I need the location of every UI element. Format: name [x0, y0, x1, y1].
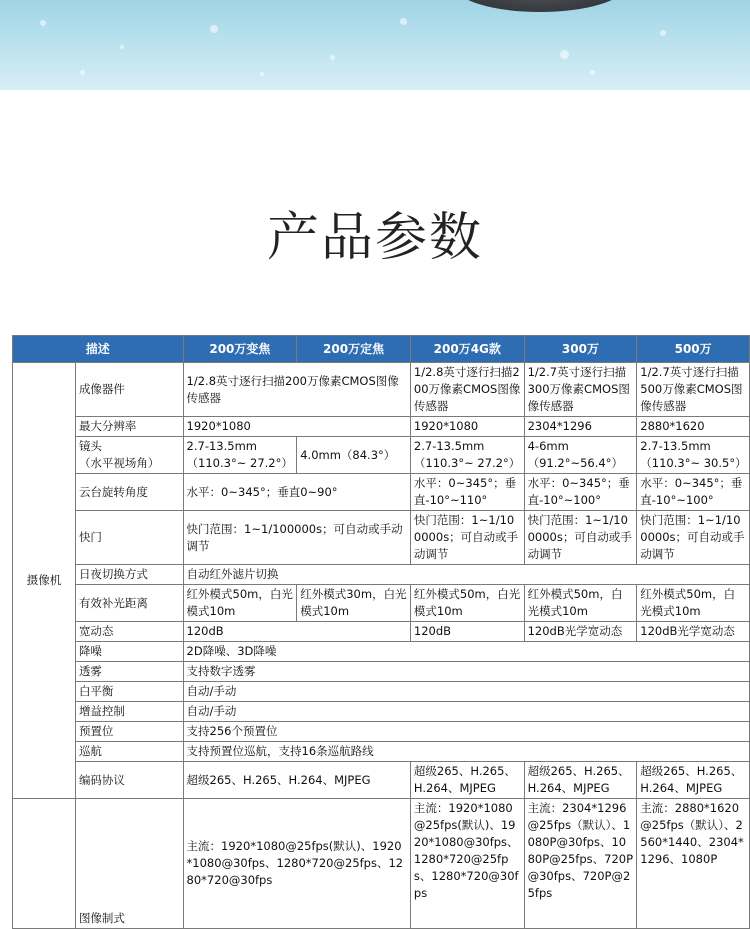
row-label-daynight: 日夜切换方式 — [75, 565, 183, 585]
row-label-format: 图像制式 — [75, 799, 183, 929]
cell: 主流：1920*1080@25fps(默认)、1920*1080@30fps、1280*720@25fps、1280*720@30fps — [410, 799, 524, 929]
row-label-fog: 透雾 — [75, 662, 183, 682]
cell — [183, 437, 297, 474]
table-header-row — [13, 336, 750, 363]
cell: 水平：0~345°；垂直-10°~100° — [524, 474, 637, 511]
cell: 超级265、H.265、H.264、MJPEG — [410, 762, 524, 799]
table-row — [13, 437, 750, 474]
cell: 支持256个预置位 — [183, 722, 749, 742]
table-row — [13, 762, 750, 799]
table-row — [13, 363, 750, 417]
cell: 1/2.8英寸逐行扫描200万像素CMOS图像传感器 — [183, 363, 410, 417]
row-label-resolution: 最大分辨率 — [75, 417, 183, 437]
cell: 自动/手动 — [183, 682, 749, 702]
device-silhouette — [455, 0, 625, 12]
header-200w-fixed: 200万定焦 — [297, 336, 411, 363]
cell: 2880*1620 — [637, 417, 750, 437]
cell: 快门范围：1~1/100000s；可自动或手动调节 — [183, 511, 410, 565]
table-row — [13, 622, 750, 642]
table-row — [13, 662, 750, 682]
header-200w-4g: 200万4G款 — [410, 336, 524, 363]
cell: 主流：2304*1296@25fps（默认）、1080P@30fps、1080P@25fps、720P@30fps、720P@25fps — [524, 799, 637, 929]
cell — [524, 437, 637, 474]
cell: 快门范围：1~1/100000s；可自动或手动调节 — [524, 511, 637, 565]
header-200w-zoom: 200万变焦 — [183, 336, 297, 363]
table-row — [13, 565, 750, 585]
cell: 支持预置位巡航，支持16条巡航路线 — [183, 742, 749, 762]
table-row — [13, 511, 750, 565]
cell: 2D降噪、3D降噪 — [183, 642, 749, 662]
cell: 1/2.7英寸逐行扫描300万像素CMOS图像传感器 — [524, 363, 637, 417]
cell: 快门范围：1~1/100000s；可自动或手动调节 — [410, 511, 524, 565]
cell: 1/2.8英寸逐行扫描200万像素CMOS图像传感器 — [410, 363, 524, 417]
cell: 红外模式50m，白光模式10m — [524, 585, 637, 622]
lens-zoom-2: （110.3°~ 27.2°） — [186, 456, 293, 470]
row-label-codec: 编码协议 — [75, 762, 183, 799]
table-row — [13, 417, 750, 437]
row-label-wb: 白平衡 — [75, 682, 183, 702]
cell: 水平：0~345°；垂直-10°~100° — [637, 474, 750, 511]
row-label-ir: 有效补光距离 — [75, 585, 183, 622]
page-title: 产品参数 — [266, 208, 483, 268]
lens-4g-1: 2.7-13.5mm — [413, 439, 485, 453]
row-label-wdr: 宽动态 — [75, 622, 183, 642]
cell: 超级265、H.265、H.264、MJPEG — [183, 762, 410, 799]
cell: 4.0mm（84.3°） — [297, 437, 411, 474]
cell: 120dB — [183, 622, 410, 642]
table-row — [13, 799, 750, 929]
cell: 水平：0~345°；垂直0~90° — [183, 474, 410, 511]
lens-zoom-1: 2.7-13.5mm — [186, 439, 257, 453]
row-label-pantilt: 云台旋转角度 — [75, 474, 183, 511]
table-row — [13, 682, 750, 702]
lens-300-1: 4-6mm — [527, 439, 569, 453]
row-label-shutter: 快门 — [75, 511, 183, 565]
cell: 120dB光学宽动态 — [637, 622, 750, 642]
cell: 1920*1080 — [183, 417, 410, 437]
row-label-gain: 增益控制 — [75, 702, 183, 722]
header-desc: 描述 — [13, 336, 184, 363]
cell: 120dB — [410, 622, 524, 642]
cell: 红外模式50m，白光模式10m — [637, 585, 750, 622]
cell: 自动/手动 — [183, 702, 749, 722]
cell: 主流：2880*1620@25fps（默认）、2560*1440、2304*1296、1080P — [637, 799, 750, 929]
table-row — [13, 702, 750, 722]
table-row — [13, 474, 750, 511]
row-label-lens — [75, 437, 183, 474]
top-banner-image — [0, 0, 750, 90]
row-label-preset: 预置位 — [75, 722, 183, 742]
row-label-cruise: 巡航 — [75, 742, 183, 762]
cell: 快门范围：1~1/100000s；可自动或手动调节 — [637, 511, 750, 565]
cell — [410, 437, 524, 474]
header-500w: 500万 — [637, 336, 750, 363]
lens-label-2: （水平视场角） — [78, 456, 160, 470]
header-300w: 300万 — [524, 336, 637, 363]
cell: 自动红外滤片切换 — [183, 565, 749, 585]
cell: 1920*1080 — [410, 417, 524, 437]
cell: 1/2.7英寸逐行扫描500万像素CMOS图像传感器 — [637, 363, 750, 417]
cell: 水平：0~345°；垂直-10°~110° — [410, 474, 524, 511]
table-row — [13, 742, 750, 762]
cell: 2304*1296 — [524, 417, 637, 437]
group-blank — [13, 799, 76, 929]
group-camera: 摄像机 — [13, 363, 76, 799]
lens-4g-2: （110.3°~ 27.2°） — [413, 456, 521, 470]
cell: 红外模式50m，白光模式10m — [410, 585, 524, 622]
cell — [637, 437, 750, 474]
cell: 红外模式30m，白光模式10m — [297, 585, 411, 622]
table-row — [13, 642, 750, 662]
cell: 支持数字透雾 — [183, 662, 749, 682]
spec-table — [12, 335, 750, 929]
table-row — [13, 585, 750, 622]
lens-label-1: 镜头 — [78, 439, 102, 453]
row-label-noise: 降噪 — [75, 642, 183, 662]
row-label-sensor: 成像器件 — [75, 363, 183, 417]
table-row — [13, 722, 750, 742]
lens-500-2: （110.3°~ 30.5°） — [640, 456, 747, 470]
lens-500-1: 2.7-13.5mm — [640, 439, 711, 453]
cell: 红外模式50m，白光模式10m — [183, 585, 297, 622]
cell: 120dB光学宽动态 — [524, 622, 637, 642]
cell: 超级265、H.265、H.264、MJPEG — [524, 762, 637, 799]
cell: 主流：1920*1080@25fps(默认)、1920*1080@30fps、1280*720@25fps、1280*720@30fps — [183, 799, 410, 929]
cell: 超级265、H.265、H.264、MJPEG — [637, 762, 750, 799]
lens-300-2: （91.2°~56.4°） — [527, 456, 623, 470]
